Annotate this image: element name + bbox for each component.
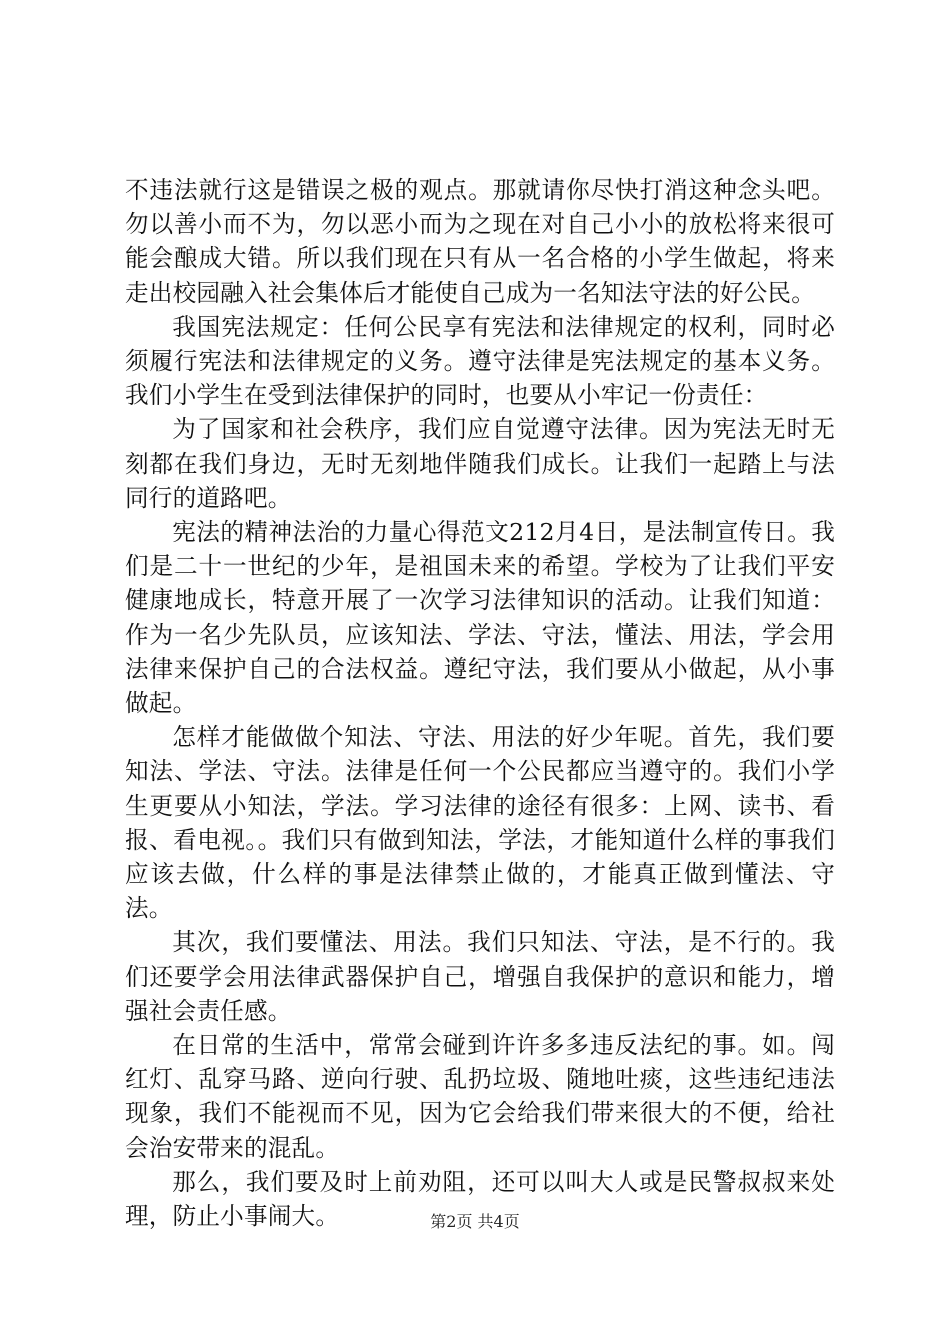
paragraph-1: 不违法就行这是错误之极的观点。那就请你尽快打消这种念头吧。勿以善小而不为，勿以恶小而为之现在对自己小小的放松将来很可能会酿成大错。所以我们现在只有从一名合格的小学生做起，将来走出校园融入社会集体后才能使自己成为一名知法守法的好公民。 [125, 176, 835, 307]
paragraph-8: 那么，我们要及时上前劝阻，还可以叫大人或是民警叔叔来处理，防止小事闹大。 [125, 1167, 835, 1231]
paragraph-4: 宪法的精神法治的力量心得范文212月4日，是法制宣传日。我们是二十一世纪的少年，是祖国未来的希望。学校为了让我们平安健康地成长，特意开展了一次学习法律知识的活动。让我们知道：作为一名少先队员，应该知法、学法、守法，懂法、用法，学会用法律来保护自己的合法权益。遵纪守法，我们要从小做起，从小事做起。 [125, 518, 835, 718]
paragraph-2: 我国宪法规定：任何公民享有宪法和法律规定的权利，同时必须履行宪法和法律规定的义务。遵守法律是宪法规定的基本义务。我们小学生在受到法律保护的同时，也要从小牢记一份责任： [125, 312, 835, 410]
paragraph-3: 为了国家和社会秩序，我们应自觉遵守法律。因为宪法无时无刻都在我们身边，无时无刻地伴随我们成长。让我们一起踏上与法同行的道路吧。 [125, 415, 835, 512]
page-number-footer: 第2页 共4页 [430, 1212, 520, 1231]
paragraph-7: 在日常的生活中，常常会碰到许许多多违反法纪的事。如。闯红灯、乱穿马路、逆向行驶、乱扔垃圾、随地吐痰，这些违纪违法现象，我们不能视而不见，因为它会给我们带来很大的不便，给社会治安带来的混乱。 [125, 1031, 835, 1162]
paragraph-6: 其次，我们要懂法、用法。我们只知法、守法，是不行的。我们还要学会用法律武器保护自己，增强自我保护的意识和能力，增强社会责任感。 [125, 928, 835, 1025]
paragraph-5: 怎样才能做做个知法、守法、用法的好少年呢。首先，我们要知法、学法、守法。法律是任何一个公民都应当遵守的。我们小学生更要从小知法，学法。学习法律的途径有很多：上网、读书、看报、看电视。。我们只有做到知法，学法，才能知道什么样的事我们应该去做，什么样的事是法律禁止做的，才能真正做到懂法、守法。 [125, 723, 835, 923]
document-body [125, 173, 835, 1233]
